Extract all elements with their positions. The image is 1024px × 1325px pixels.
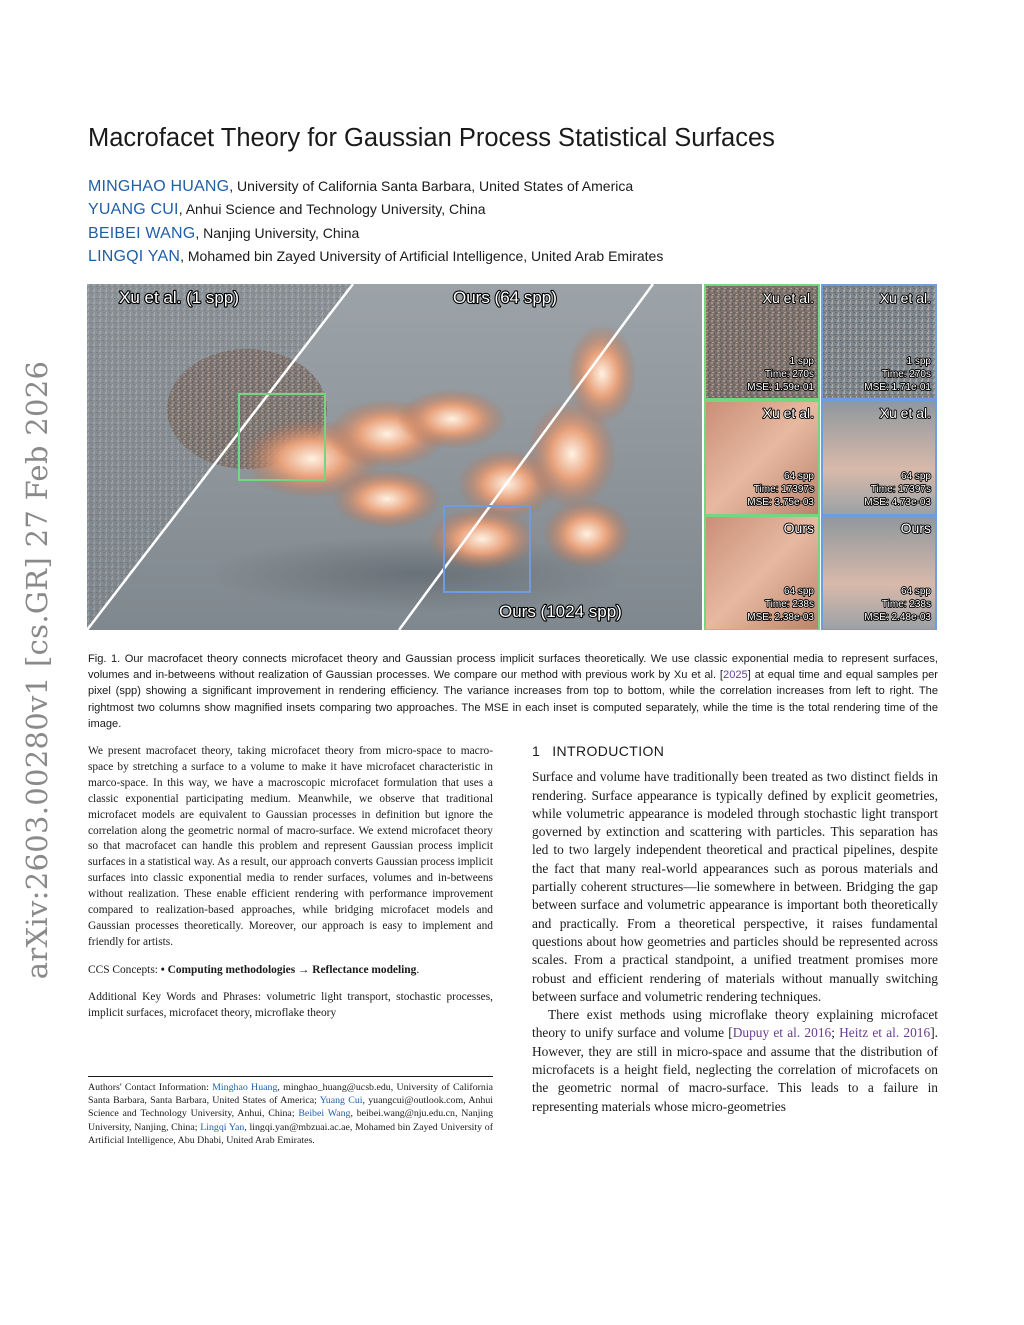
label-xu-1spp: Xu et al. (1 spp): [119, 288, 240, 307]
author-entry: [88, 198, 663, 221]
inset-method-label: Ours: [783, 520, 814, 536]
teaser-figure: [87, 284, 937, 630]
author-affiliation: , Nanjing University, China: [195, 224, 360, 241]
ccs-label: CCS Concepts:: [88, 963, 161, 976]
author-name: YUANG CUI: [88, 201, 179, 219]
author-name: MINGHAO HUANG: [88, 178, 230, 195]
ccs-subconcept: Reflectance modeling: [312, 963, 417, 976]
author-entry: [88, 175, 663, 198]
inset-spp: 64 spp: [900, 471, 931, 482]
inset-time: Time: 238s: [764, 599, 814, 610]
inset-time: Time: 270s: [764, 369, 814, 380]
right-column: [532, 742, 938, 1116]
inset-mse: MSE: 1.59e-01: [747, 382, 814, 393]
footnote-text: , yuangcui@outlook.com, Anhui Science and Technology University, Anhui, China;: [88, 1095, 494, 1120]
author-affiliation: , University of California Santa Barbara, United States of America: [229, 178, 634, 194]
ccs-concepts: [88, 963, 493, 979]
inset-grid: [705, 285, 936, 630]
inset-method-label: Ours: [900, 520, 931, 536]
inset-time: Time: 270s: [881, 369, 931, 380]
inset-spp: 1 spp: [789, 356, 814, 367]
author-affiliation: , Mohamed bin Zayed University of Artificial Intelligence, United Arab Emirates: [180, 247, 664, 264]
ccs-arrow: →: [295, 963, 313, 976]
author-list: [88, 175, 663, 268]
inset-method-label: Xu et al.: [762, 290, 814, 306]
main-render: [87, 284, 702, 630]
paragraph-text: There exist methods using microflake theory explaining microfacet theory to unify surface and volume [: [532, 1007, 938, 1041]
inset-spp: 64 spp: [783, 471, 814, 482]
paragraph-text: ;: [831, 1025, 840, 1041]
inset-spp: 64 spp: [783, 586, 814, 597]
paragraph-text: ]. However, they are still in micro-space and assume that the distribution of microfacets is a height field, neglecting the correlation of microfacets on the geometric normal of macro-surface. This leads to a failure in representing materials whose micro-geometries: [532, 1025, 939, 1114]
inset-mse: MSE: 2.48e-03: [864, 612, 931, 623]
abstract: We present macrofacet theory, taking microfacet theory from micro-space to macro-space by stretching a surface to a volume to make it have microfacet characteristic in marco-space. In this way, we have a macroscopic microfacet formulation that uses a classic exponential participating medium. Meanwhile, we observe that traditional microfacet models are equivalent to Gaussian processes in definition but ignore the correlation along the geometric normal of macro-surface. We extend microfacet theory so that macrofacet can handle this problem and represent Gaussian process implicit surfaces in a statistical way. As a result, our approach converts Gaussian process implicit surfaces into classic exponential media to render surfaces, volumes and in-betweens without realization. These enable efficient rendering with performance improvement compared to realization-based approaches, while bridging microfacet models and Gaussian processes theoretically. Moreover, our approach is easy to implement and friendly for artists.: [88, 745, 493, 948]
keywords: Additional Key Words and Phrases: volumetric light transport, stochastic processes, implicit surfaces, microfacet theory, microflake theory: [88, 990, 493, 1019]
intro-paragraph: [532, 1006, 938, 1116]
section-title: INTRODUCTION: [552, 743, 665, 759]
section-number: 1: [532, 743, 541, 759]
citation-link[interactable]: Heitz et al. 2016: [839, 1025, 931, 1041]
author-entry: [88, 222, 663, 245]
inset-time: Time: 17397s: [753, 484, 814, 495]
inset-method-label: Xu et al.: [879, 405, 931, 421]
inset-mse: MSE: 3.75e-03: [747, 497, 814, 508]
author-link[interactable]: Minghao Huang: [212, 1082, 278, 1093]
footnote-text: Authors' Contact Information:: [88, 1082, 213, 1093]
ccs-end: .: [416, 963, 420, 976]
author-name: BEIBEI WANG: [88, 224, 196, 242]
author-link[interactable]: Yuang Cui: [319, 1095, 363, 1107]
inset-method-label: Xu et al.: [879, 290, 931, 306]
author-affiliation: , Anhui Science and Technology University, China: [178, 201, 486, 218]
inset-mse: MSE: 2.38e-03: [747, 612, 814, 623]
caption-text: Fig. 1. Our macrofacet theory connects microfacet theory and Gaussian process implicit surfaces theoretically. We use classic exponential media to represent surfaces, volumes and in-betweens without realization of Gaussian processes. We compare our method with previous work by Xu et al. [: [88, 653, 938, 682]
inset-method-label: Xu et al.: [762, 405, 814, 421]
author-link[interactable]: Lingqi Yan: [200, 1121, 245, 1133]
inset-spp: 64 spp: [900, 586, 931, 597]
author-contact-footnote: [88, 1076, 493, 1147]
footnote-text: , minghao_huang@ucsb.edu, University of California Santa Barbara, Santa Barbara, United States of America;: [88, 1082, 493, 1107]
ccs-concept: Computing methodologies: [167, 963, 296, 976]
inset-spp: 1 spp: [906, 356, 931, 367]
intro-paragraph: Surface and volume have traditionally been treated as two distinct fields in rendering. Surface appearance is typically defined by explicit geometries, while volumetric appearance is modeled through stochastic light transport governed by extinction and scattering with particles. This separation has led to two largely independent theoretical and practical pipelines, despite the fact that many real-world appearances such as porous materials and partially coherent structures—lie somewhere in between. Bridging the gap between surface and volumetric appearance is important both theoretically and practically. From a theoretical perspective, it raises fundamental questions about how geometries and particles should be represented across scales. From a practical standpoint, a unified treatment promises more robust and efficient rendering of materials without manually switching between surface and volumetric rendering techniques.: [532, 769, 938, 1004]
arxiv-identifier: arXiv:2603.00280v1 [cs.GR] 27 Feb 2026: [20, 360, 54, 980]
label-ours-1024spp: Ours (1024 spp): [499, 602, 622, 621]
inset-time: Time: 238s: [881, 599, 931, 610]
inset-time: Time: 17397s: [870, 484, 931, 495]
footnote-text: , beibei.wang@nju.edu.cn, Nanjing University, Nanjing, China;: [88, 1108, 494, 1133]
footnote-text: , lingqi.yan@mbzuai.ac.ae, Mohamed bin Zayed University of Artificial Intelligence, Abu Dhabi, United Arab Emirates.: [88, 1121, 493, 1146]
section-heading: [532, 742, 938, 760]
citation-link[interactable]: 2025: [723, 669, 748, 682]
author-entry: [88, 245, 663, 268]
label-ours-64spp: Ours (64 spp): [453, 288, 557, 307]
arxiv-sidebar: [8, 360, 66, 980]
ccs-bullet: •: [160, 963, 168, 976]
citation-link[interactable]: Dupuy et al. 2016: [732, 1025, 832, 1041]
author-link[interactable]: Beibei Wang: [298, 1108, 351, 1120]
paper-title: Macrofacet Theory for Gaussian Process Statistical Surfaces: [88, 124, 775, 152]
inset-mse: MSE: 4.73e-03: [864, 497, 931, 508]
author-name: LINGQI YAN: [88, 247, 181, 265]
caption-text: ] at equal time and equal samples per pixel (spp) showing a significant improvement in rendering efficiency. The variance increases from top to bottom, while the correlation increases from left to right. The rightmost two columns show magnified insets comparing two approaches. The MSE in each inset is computed separately, while the time is the total rendering time of the image.: [88, 669, 938, 730]
figure-caption: [88, 651, 938, 732]
inset-mse: MSE: 1.71e-01: [864, 382, 931, 393]
left-column: [88, 744, 493, 1022]
